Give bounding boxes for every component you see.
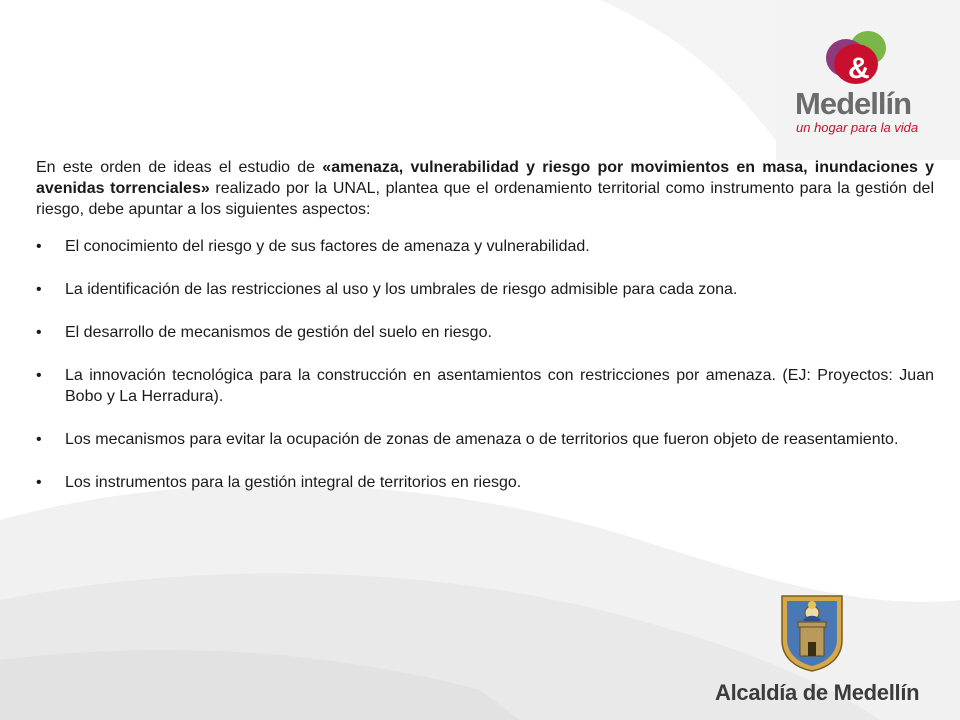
medellin-coat-of-arms-icon (780, 592, 844, 672)
bullet-marker: • (36, 474, 42, 491)
list-item (36, 365, 934, 407)
list-item (36, 236, 934, 257)
medellin-heart-logo-icon (776, 0, 960, 160)
medellin-logo (776, 0, 960, 160)
list-item (36, 322, 934, 343)
svg-text:&: & (848, 52, 870, 85)
main-content (36, 157, 934, 493)
list-item (36, 429, 934, 450)
list-item (36, 472, 934, 493)
logo-name: Medellín (795, 86, 912, 121)
list-item-text: La innovación tecnológica para la construcción en asentamientos con restricciones por amenaza. (EJ: Proyectos: Juan Bobo y La Herradura). (65, 367, 934, 405)
list-item-text: La identificación de las restricciones al uso y los umbrales de riesgo admisible para cada zona. (65, 281, 738, 298)
list-item (36, 279, 934, 300)
list-item-text: El conocimiento del riesgo y de sus factores de amenaza y vulnerabilidad. (65, 238, 590, 255)
list-item-text: El desarrollo de mecanismos de gestión del suelo en riesgo. (65, 324, 492, 341)
aspects-list (36, 236, 934, 493)
alcaldia-label: Alcaldía de Medellín (715, 680, 920, 705)
intro-text-1: En este orden de ideas el estudio de (36, 159, 323, 176)
intro-paragraph (36, 157, 934, 220)
bullet-marker: • (36, 367, 42, 384)
bullet-marker: • (36, 431, 42, 448)
bullet-marker: • (36, 324, 42, 341)
logo-tagline: un hogar para la vida (796, 120, 919, 135)
list-item-text: Los mecanismos para evitar la ocupación de zonas de amenaza o de territorios que fueron objeto de reasentamiento. (65, 431, 899, 448)
intro-study-title: «amenaza, vulnerabilidad y riesgo por movimientos en masa, inundaciones y avenidas torrenciales» (36, 159, 935, 197)
bullet-marker: • (36, 281, 42, 298)
list-item-text: Los instrumentos para la gestión integral de territorios en riesgo. (65, 474, 522, 491)
intro-text-2: realizado por la UNAL, plantea que el ordenamiento territorial como instrumento para la gestión del riesgo, debe apuntar a los siguientes aspectos: (36, 180, 934, 218)
bullet-marker: • (36, 238, 42, 255)
